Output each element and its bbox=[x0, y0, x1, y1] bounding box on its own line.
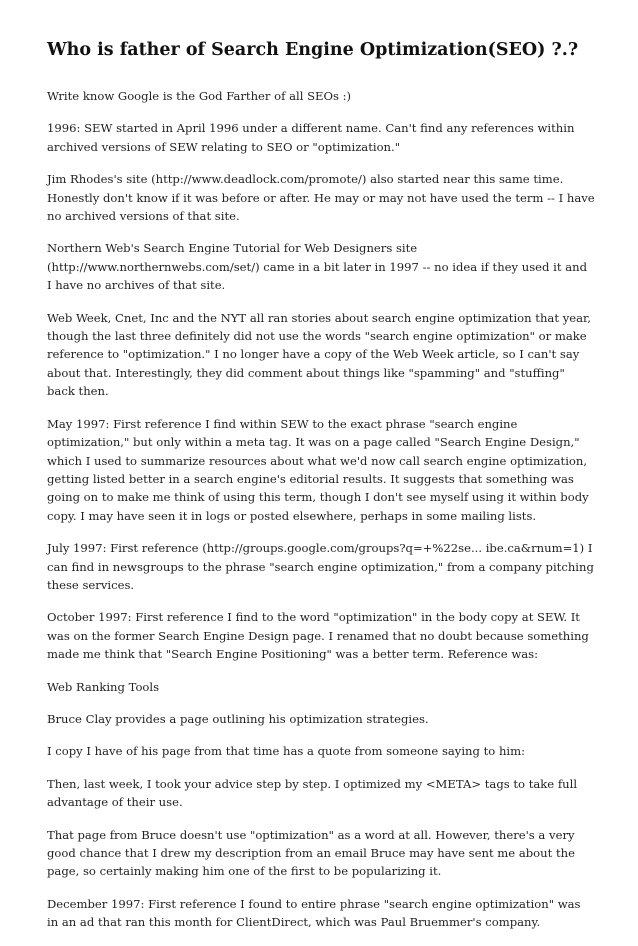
paragraph-december-1997: December 1997: First reference I found to entire phrase "search engine optimization" was in an ad that ran this month for ClientDirect, which was Paul Bruemmer's company. bbox=[47, 896, 581, 930]
paragraph-may-1997: May 1997: First reference I find within SEW to the exact phrase "search engine optimization," but only within a meta tag. It was on a page called "Search Engine Design," which I used to summarize resources about what we'd now call search engine optimization, getting listed better in a search engine's editorial results. It suggests that something was going on to make me think of using this term, though I don't see myself using it within body copy. I may have seen it in logs or posted elsewhere, perhaps in some mailing lists. bbox=[47, 416, 589, 523]
paragraph-july-1997: July 1997: First reference (http://groups.google.com/groups?q=+%22se... ibe.ca&rnum=1) I can find in newsgroups to the phrase "search engine optimization," from a company pitching these services. bbox=[47, 541, 594, 592]
paragraph-october-1997: October 1997: First reference I find to the word "optimization" in the body copy at SEW. It was on the former Search Engine Design page. I renamed that no doubt because something made me think that "Search Engine Positioning" was a better term. Reference was: bbox=[47, 610, 589, 662]
paragraph-jim-rhodes: Jim Rhodes's site (http://www.deadlock.com/promote/) also started near this same time. Honestly don't know if it was before or after. He may or may not have used the term -- I have no archived versions of that site. bbox=[47, 172, 595, 224]
document-page bbox=[47, 38, 595, 946]
paragraph-intro: Write know Google is the God Farther of all SEOs :) bbox=[47, 89, 352, 103]
paragraph-meta-tags: Then, last week, I took your advice step by step. I optimized my <META> tags to take full advantage of their use. bbox=[47, 776, 578, 810]
page-title: Who is father of Search Engine Optimization(SEO) ?.? bbox=[47, 40, 579, 60]
paragraph-bruce-page: That page from Bruce doesn't use "optimization" as a word at all. However, there's a very good chance that I drew my description from an email Bruce may have sent me about the page, so certainly making him one of the first to be popularizing it. bbox=[47, 827, 575, 879]
paragraph-northern-webs: Northern Web's Search Engine Tutorial for Web Designers site (http://www.northernwebs.com/set/) came in a bit later in 1997 -- no idea if they used it and I have no archives of that site. bbox=[47, 241, 587, 293]
paragraph-copy-quote: I copy I have of his page from that time has a quote from someone saying to him: bbox=[47, 744, 526, 759]
paragraph-bruce-clay: Bruce Clay provides a page outlining his optimization strategies. bbox=[47, 711, 429, 726]
paragraph-web-week: Web Week, Cnet, Inc and the NYT all ran stories about search engine optimization that year, though the last three definitely did not use the words "search engine optimization" or make reference to "optimization." I no longer have a copy of the Web Week article, so I can't say about that. Interestingly, they did comment about things like "spamming" and "stuffing" back then. bbox=[47, 310, 591, 399]
paragraph-web-ranking-tools: Web Ranking Tools bbox=[47, 679, 160, 694]
paragraph-1996: 1996: SEW started in April 1996 under a different name. Can't find any references within archived versions of SEW relating to SEO or "optimization." bbox=[47, 121, 575, 154]
